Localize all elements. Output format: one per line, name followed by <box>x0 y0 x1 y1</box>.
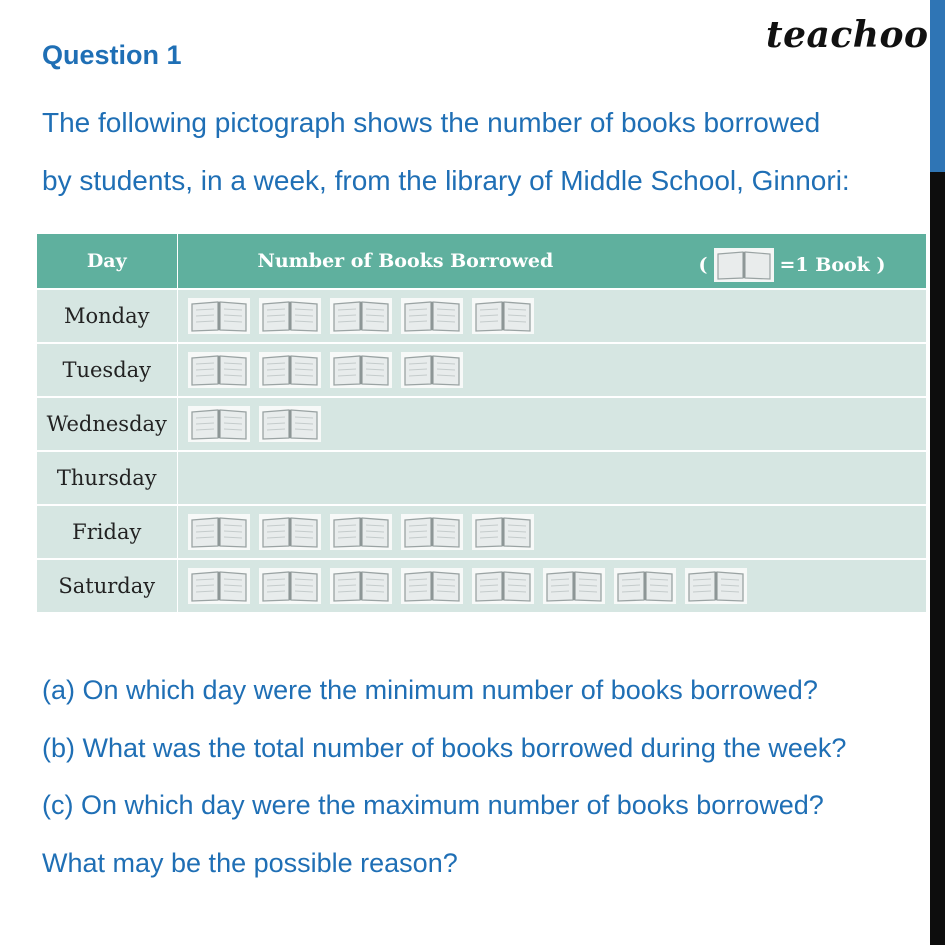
open-book-icon <box>401 298 463 334</box>
pictograph-row-thursday <box>37 451 927 505</box>
pictograph-key <box>699 248 886 282</box>
open-book-icon <box>330 298 392 334</box>
header-books-cell <box>177 234 927 289</box>
key-open-paren: ( <box>698 254 708 276</box>
key-text: =1 Book ) <box>779 254 886 276</box>
pictograph-row-saturday <box>37 559 927 612</box>
open-book-icon <box>401 568 463 604</box>
day-label: Friday <box>37 505 177 559</box>
header-day: Day <box>37 234 177 289</box>
open-book-icon <box>188 352 250 388</box>
pictograph-table <box>37 234 927 612</box>
pictograph-row-tuesday <box>37 343 927 397</box>
books-borrowed-cell <box>177 451 927 505</box>
open-book-icon <box>259 298 321 334</box>
open-book-icon <box>330 352 392 388</box>
sub-questions <box>42 662 932 892</box>
header-books: Number of Books Borrowed <box>257 250 554 272</box>
intro-line-1: The following pictograph shows the number of books borrowed <box>42 107 821 138</box>
open-book-icon <box>685 568 747 604</box>
books-borrowed-cell <box>177 343 927 397</box>
day-label: Tuesday <box>37 343 177 397</box>
day-label: Thursday <box>37 451 177 505</box>
question-intro <box>42 94 922 210</box>
open-book-icon <box>188 514 250 550</box>
books-borrowed-cell <box>177 397 927 451</box>
scroll-indicator[interactable] <box>930 0 945 172</box>
question-c: (c) On which day were the maximum number of books borrowed? <box>42 790 824 820</box>
open-book-icon <box>401 352 463 388</box>
pictograph-row-wednesday <box>37 397 927 451</box>
open-book-icon <box>330 514 392 550</box>
open-book-icon <box>188 298 250 334</box>
open-book-icon <box>330 568 392 604</box>
key-book-icon <box>714 248 774 282</box>
books-borrowed-cell <box>177 289 927 343</box>
open-book-icon <box>188 406 250 442</box>
teachoo-logo: teachoo <box>766 14 929 56</box>
open-book-icon <box>614 568 676 604</box>
open-book-icon <box>259 514 321 550</box>
day-label: Monday <box>37 289 177 343</box>
pictograph-row-monday <box>37 289 927 343</box>
open-book-icon <box>543 568 605 604</box>
open-book-icon <box>259 568 321 604</box>
intro-line-2: by students, in a week, from the library of Middle School, Ginnori: <box>42 165 850 196</box>
open-book-icon <box>472 568 534 604</box>
pictograph-row-friday <box>37 505 927 559</box>
question-a: (a) On which day were the minimum number of books borrowed? <box>42 675 818 705</box>
open-book-icon <box>472 298 534 334</box>
question-b: (b) What was the total number of books borrowed during the week? <box>42 732 847 763</box>
books-borrowed-cell <box>177 559 927 612</box>
open-book-icon <box>401 514 463 550</box>
open-book-icon <box>472 514 534 550</box>
day-label: Saturday <box>37 559 177 612</box>
books-borrowed-cell <box>177 505 927 559</box>
open-book-icon <box>259 352 321 388</box>
open-book-icon <box>188 568 250 604</box>
open-book-icon <box>259 406 321 442</box>
pictograph-header-row <box>37 234 927 289</box>
question-title: Question 1 <box>42 40 182 70</box>
day-label: Wednesday <box>37 397 177 451</box>
question-c-reason: What may be the possible reason? <box>42 847 458 878</box>
